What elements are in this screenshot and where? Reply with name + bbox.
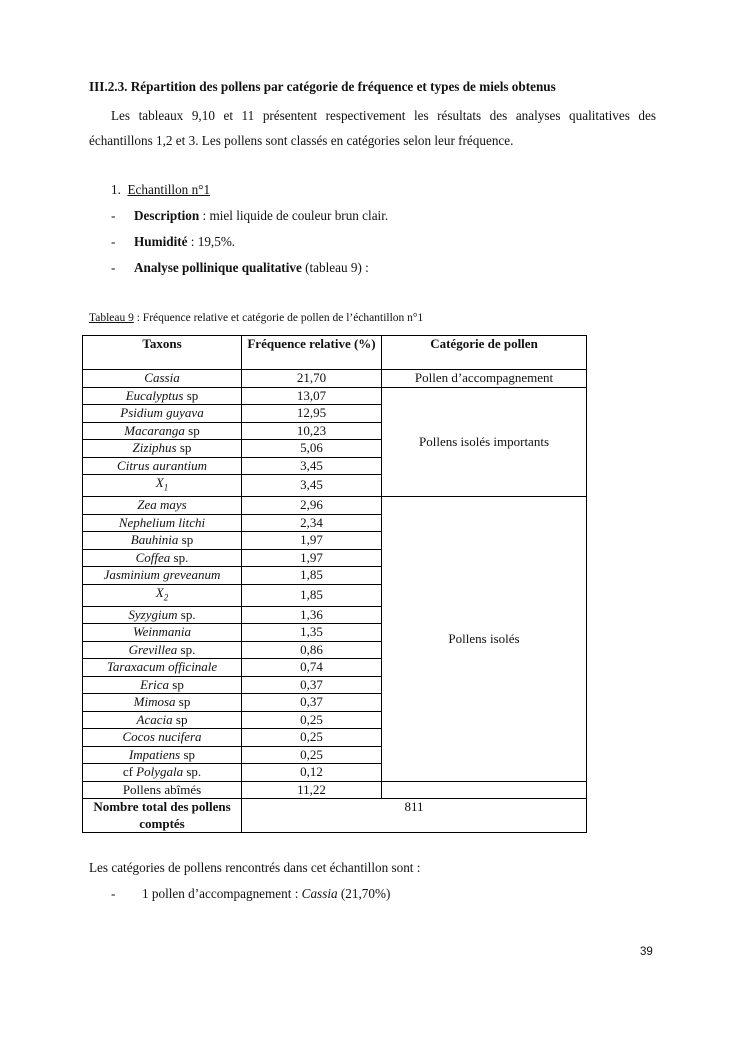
analysis-line: Analyse pollinique qualitative (tableau 9) : — [134, 260, 369, 275]
taxon-cell: $X_1$ — [83, 475, 242, 497]
intro-paragraph: Les tableaux 9,10 et 11 présentent respectivement les résultats des analyses qualitatives des échantillons 1,2 et 3. Les pollens sont classés en catégories selon leur fréquence. — [89, 108, 656, 148]
frequency-cell: 2,96 — [242, 497, 382, 515]
frequency-cell: 10,23 — [242, 422, 382, 440]
frequency-cell: 3,45 — [242, 457, 382, 475]
frequency-cell: 1,85 — [242, 567, 382, 585]
section-heading: III.2.3. Répartition des pollens par catégorie de fréquence et types de miels obtenus — [89, 79, 556, 94]
table-row — [83, 387, 587, 405]
taxon-cell: $X_2$ — [83, 584, 242, 606]
category-cell: Pollen d’accompagnement — [382, 370, 587, 388]
category-cell: Pollens isolés — [382, 497, 587, 782]
taxon-cell: Psidium guyava — [83, 405, 242, 423]
taxon-cell: Grevillea sp. — [83, 641, 242, 659]
frequency-cell: 0,12 — [242, 764, 382, 782]
taxon-cell: Pollens abîmés — [83, 781, 242, 799]
frequency-cell: 11,22 — [242, 781, 382, 799]
conclusion-intro: Les catégories de pollens rencontrés dans cet échantillon sont : — [89, 860, 421, 875]
table-caption: Tableau 9 : Fréquence relative et catégorie de pollen de l’échantillon n°1 — [89, 312, 424, 324]
frequency-cell: 0,86 — [242, 641, 382, 659]
frequency-cell: 12,95 — [242, 405, 382, 423]
frequency-cell: 1,97 — [242, 532, 382, 550]
frequency-cell: 21,70 — [242, 370, 382, 388]
bullet-dash: - — [111, 208, 116, 223]
frequency-cell: 3,45 — [242, 475, 382, 497]
category-cell — [382, 781, 587, 799]
pollen-table — [82, 335, 587, 833]
taxon-cell: Macaranga sp — [83, 422, 242, 440]
frequency-cell: 0,74 — [242, 659, 382, 677]
total-value: 811 — [242, 799, 587, 833]
bullet-dash: - — [111, 234, 116, 249]
header-taxons: Taxons — [83, 336, 242, 370]
bullet-dash: - — [111, 260, 116, 275]
taxon-cell: Erica sp — [83, 676, 242, 694]
description-line: Description : miel liquide de couleur brun clair. — [134, 208, 389, 223]
taxon-cell: cf Polygala sp. — [83, 764, 242, 782]
header-category: Catégorie de pollen — [382, 336, 587, 370]
table-row — [83, 781, 587, 799]
frequency-cell: 0,25 — [242, 711, 382, 729]
conclusion-item: 1 pollen d’accompagnement : Cassia (21,70%) — [142, 886, 391, 901]
taxon-cell: Cocos nucifera — [83, 729, 242, 747]
taxon-cell: Weinmania — [83, 624, 242, 642]
category-cell: Pollens isolés importants — [382, 387, 587, 497]
taxon-cell: Nephelium litchi — [83, 514, 242, 532]
taxon-cell: Acacia sp — [83, 711, 242, 729]
taxon-cell: Ziziphus sp — [83, 440, 242, 458]
total-row — [83, 799, 587, 833]
humidity-line: Humidité : 19,5%. — [134, 234, 236, 249]
taxon-cell: Coffea sp. — [83, 549, 242, 567]
frequency-cell: 1,97 — [242, 549, 382, 567]
frequency-cell: 0,37 — [242, 676, 382, 694]
frequency-cell: 5,06 — [242, 440, 382, 458]
taxon-cell: Impatiens sp — [83, 746, 242, 764]
sample-title: Echantillon n°1 — [127, 182, 211, 197]
frequency-cell: 0,25 — [242, 746, 382, 764]
taxon-cell: Bauhinia sp — [83, 532, 242, 550]
page-number: 39 — [640, 946, 653, 958]
taxon-cell: Syzygium sp. — [83, 606, 242, 624]
total-label: Nombre total des pollens comptés — [83, 799, 242, 833]
frequency-cell: 1,35 — [242, 624, 382, 642]
frequency-cell: 2,34 — [242, 514, 382, 532]
bullet-dash: - — [111, 886, 116, 901]
frequency-cell: 0,25 — [242, 729, 382, 747]
taxon-cell: Cassia — [83, 370, 242, 388]
frequency-cell: 13,07 — [242, 387, 382, 405]
frequency-cell: 1,36 — [242, 606, 382, 624]
taxon-cell: Mimosa sp — [83, 694, 242, 712]
taxon-cell: Zea mays — [83, 497, 242, 515]
taxon-cell: Taraxacum officinale — [83, 659, 242, 677]
header-frequency: Fréquence relative (%) — [242, 336, 382, 370]
frequency-cell: 1,85 — [242, 584, 382, 606]
table-header-row — [83, 336, 587, 370]
sample-title-line: 1. Echantillon n°1 — [111, 182, 211, 197]
taxon-cell: Citrus aurantium — [83, 457, 242, 475]
table-row — [83, 497, 587, 515]
taxon-cell: Jasminium greveanum — [83, 567, 242, 585]
frequency-cell: 0,37 — [242, 694, 382, 712]
table-row — [83, 370, 587, 388]
taxon-cell: Eucalyptus sp — [83, 387, 242, 405]
